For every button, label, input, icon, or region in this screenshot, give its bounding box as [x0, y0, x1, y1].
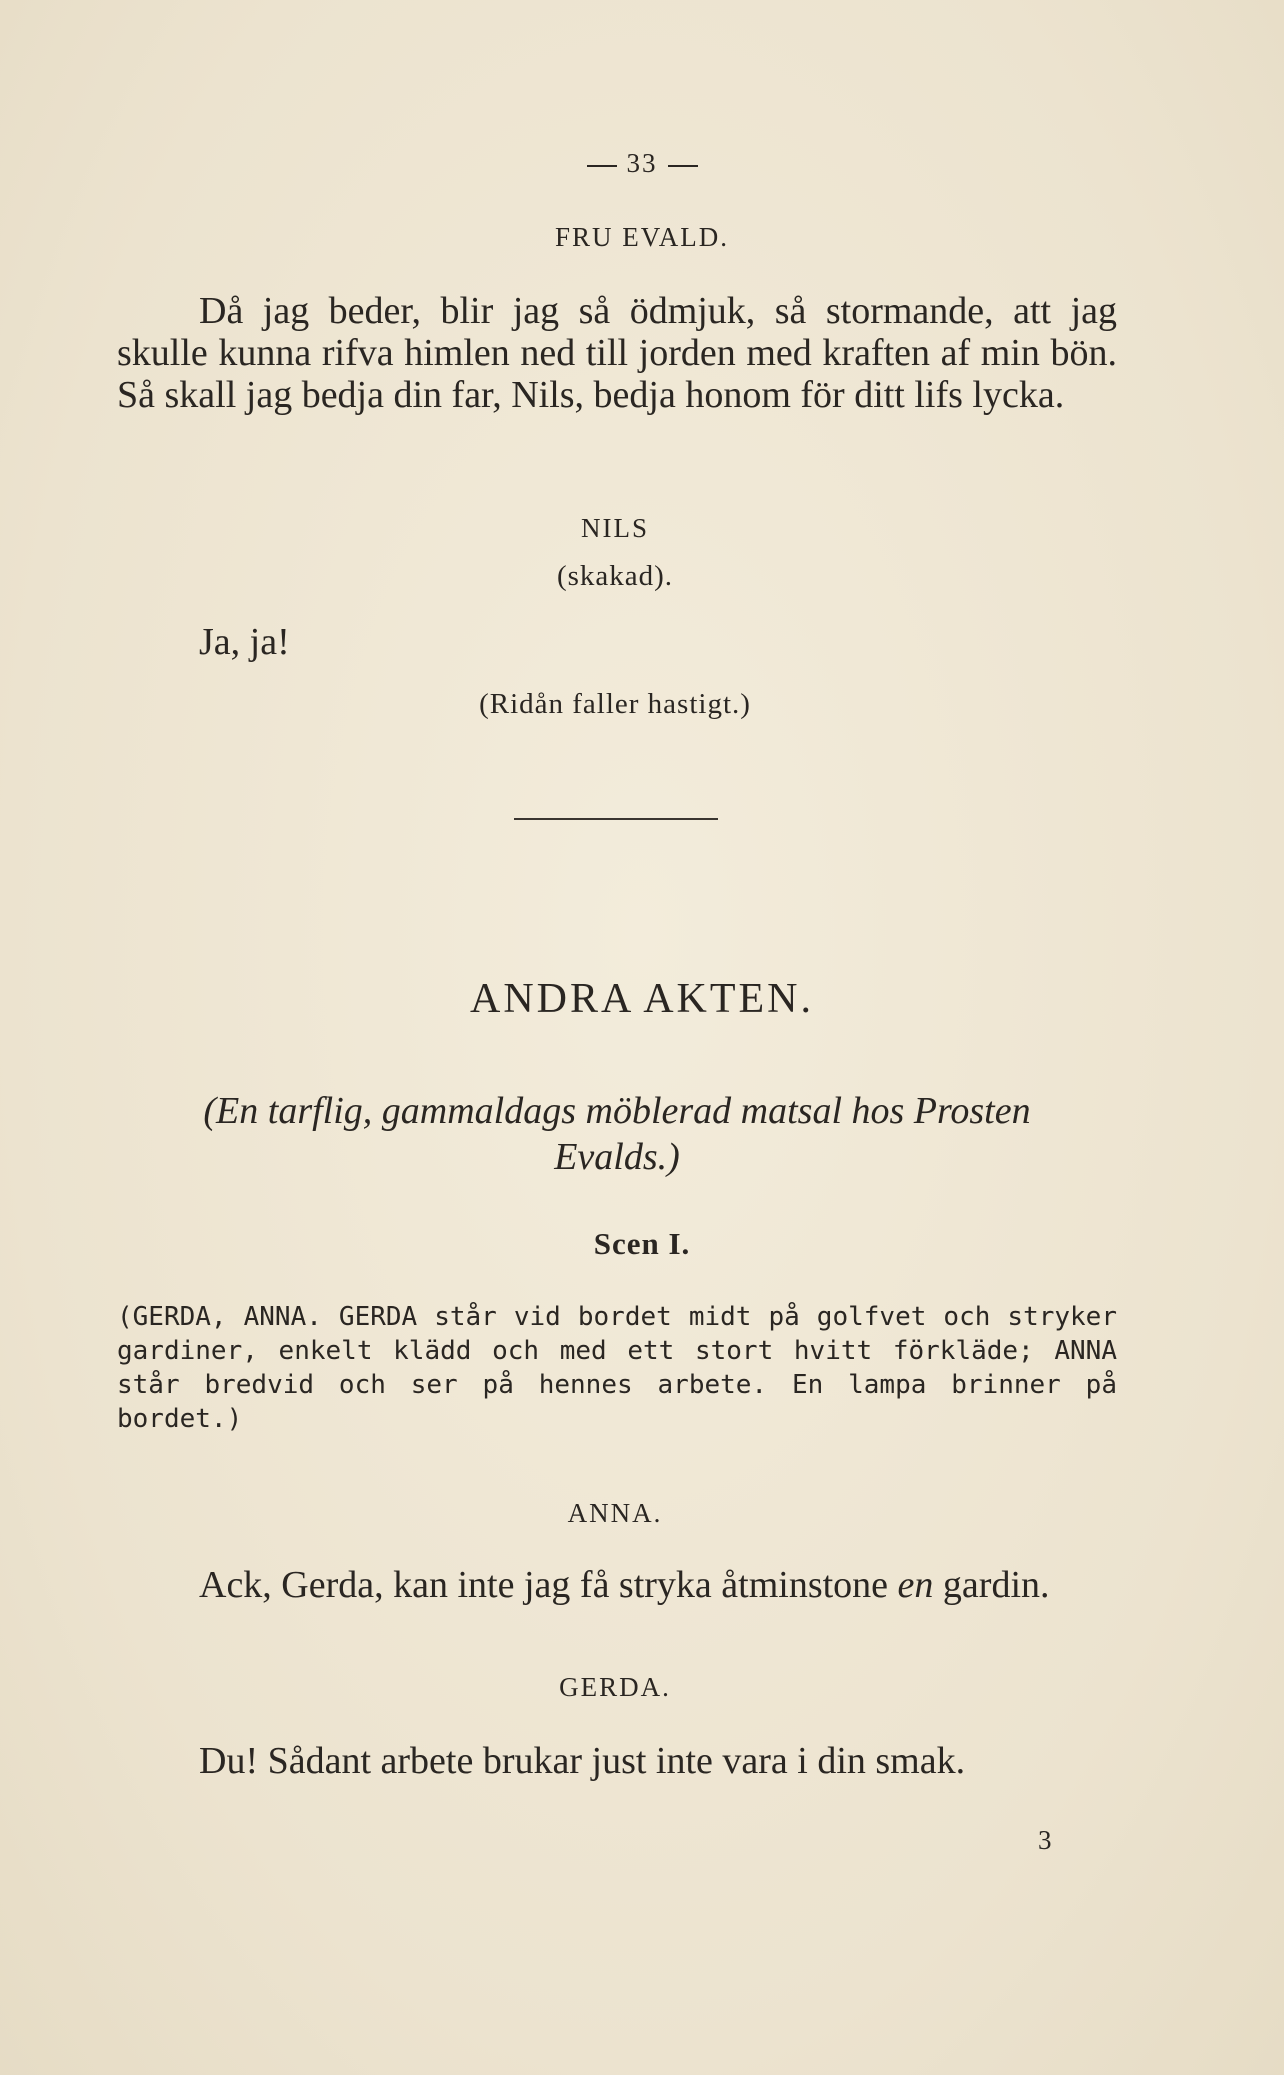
speech-anna	[117, 1564, 1117, 1606]
speaker-gerda: GERDA.	[559, 1672, 671, 1702]
dash-left	[587, 165, 617, 167]
speech-text: Då jag beder, blir jag så ödmjuk, så stormande, att jag skulle kunna rifva himlen ned till jorden med kraften af min bön. Så skall jag bedja din far, Nils, bedja honom för ditt lifs lycka.	[117, 290, 1117, 416]
setting-line-1: (En tarflig, gammaldags möblerad matsal hos Prosten	[203, 1090, 1031, 1132]
act-title: ANDRA AKTEN.	[469, 976, 814, 1022]
speech-anna-end: gardin.	[933, 1564, 1050, 1606]
direction-skakad: (skakad).	[556, 560, 674, 592]
speech-anna-start: Ack, Gerda, kan inte jag få stryka åtminstone	[199, 1564, 898, 1606]
setting-description	[117, 1088, 1117, 1180]
speech-nils: Ja, ja!	[199, 621, 290, 663]
speech-fru-evald	[117, 290, 1117, 416]
speaker-fru-evald: FRU EVALD.	[554, 222, 730, 252]
curtain-direction: (Ridån faller hastigt.)	[479, 688, 751, 720]
speaker-anna: ANNA.	[567, 1498, 663, 1528]
setting-line-2: Evalds.)	[554, 1136, 680, 1178]
speech-gerda-text: Du! Sådant arbete brukar just inte vara i din smak.	[199, 1740, 966, 1782]
page-number-text: 33	[626, 148, 658, 178]
page-number	[0, 148, 1284, 179]
dash-right	[668, 165, 698, 167]
speaker-nils: NILS	[581, 513, 649, 543]
speech-gerda	[117, 1740, 1117, 1782]
signature-mark: 3	[1038, 1825, 1052, 1855]
section-divider	[514, 818, 718, 820]
speech-anna-emphasis: en	[897, 1564, 934, 1606]
stage-direction: (GERDA, ANNA. GERDA står vid bordet midt på golfvet och stryker gardiner, enkelt klädd och med ett stort hvitt förkläde; ANNA står bredvid och ser på hennes arbete. En lampa brinner på bordet.)	[117, 1302, 1117, 1434]
scene-title: Scen I.	[593, 1226, 691, 1261]
